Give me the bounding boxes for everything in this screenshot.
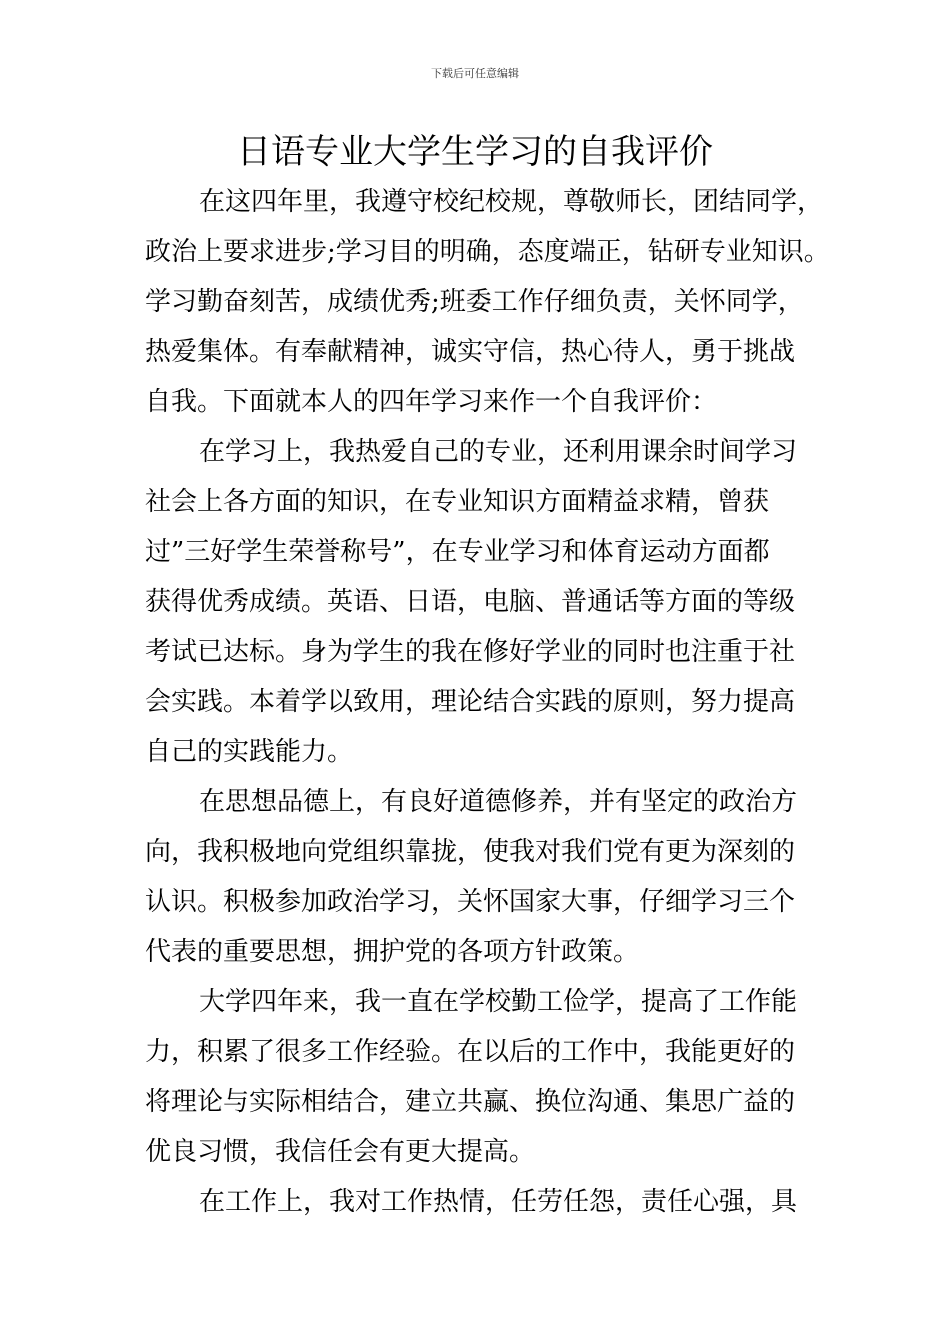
paragraph-5 — [145, 1177, 835, 1227]
paragraph-4 — [145, 977, 835, 1177]
text-line: 在学习上，我热爱自己的专业，还利用课余时间学习 — [199, 437, 798, 467]
text-line: 在思想品德上，有良好道德修养，并有坚定的政治方 — [199, 787, 798, 817]
paragraph-3 — [145, 777, 835, 977]
text-line: 政治上要求进步;学习目的明确，态度端正，钻研专业知识。 — [145, 237, 830, 267]
document-body — [145, 177, 835, 1227]
text-line: 认识。积极参加政治学习，关怀国家大事，仔细学习三个 — [145, 887, 796, 917]
text-line: 热爱集体。有奉献精神，诚实守信，热心待人，勇于挑战 — [145, 337, 796, 367]
page-header-note: 下载后可任意编辑 — [431, 67, 519, 80]
text-line: 会实践。本着学以致用，理论结合实践的原则，努力提高 — [145, 687, 796, 717]
text-line: 在这四年里，我遵守校纪校规，尊敬师长，团结同学， — [199, 187, 824, 217]
text-line: 力，积累了很多工作经验。在以后的工作中，我能更好的 — [145, 1037, 796, 1067]
text-line: 将理论与实际相结合，建立共赢、换位沟通、集思广益的 — [145, 1087, 796, 1117]
text-line: 自我。下面就本人的四年学习来作一个自我评价： — [145, 387, 718, 417]
text-line: 社会上各方面的知识，在专业知识方面精益求精，曾获 — [145, 487, 770, 517]
paragraph-1 — [145, 177, 835, 427]
text-line: 自己的实践能力。 — [145, 737, 354, 767]
text-line: 大学四年来，我一直在学校勤工俭学，提高了工作能 — [199, 987, 798, 1017]
text-line: 在工作上，我对工作热情，任劳任怨，责任心强，具 — [199, 1187, 798, 1217]
text-line: 优良习惯，我信任会有更大提高。 — [145, 1137, 536, 1167]
paragraph-2 — [145, 427, 835, 777]
text-line: 向，我积极地向党组织靠拢，使我对我们党有更为深刻的 — [145, 837, 796, 867]
text-line: 代表的重要思想，拥护党的各项方针政策。 — [145, 937, 640, 967]
document-title: 日语专业大学生学习的自我评价 — [237, 132, 713, 172]
text-line: 学习勤奋刻苦，成绩优秀;班委工作仔细负责，关怀同学， — [145, 287, 804, 317]
text-line: 过”三好学生荣誉称号”，在专业学习和体育运动方面都 — [145, 537, 770, 567]
text-line: 考试已达标。身为学生的我在修好学业的同时也注重于社 — [145, 637, 796, 667]
text-line: 获得优秀成绩。英语、日语，电脑、普通话等方面的等级 — [145, 587, 796, 617]
